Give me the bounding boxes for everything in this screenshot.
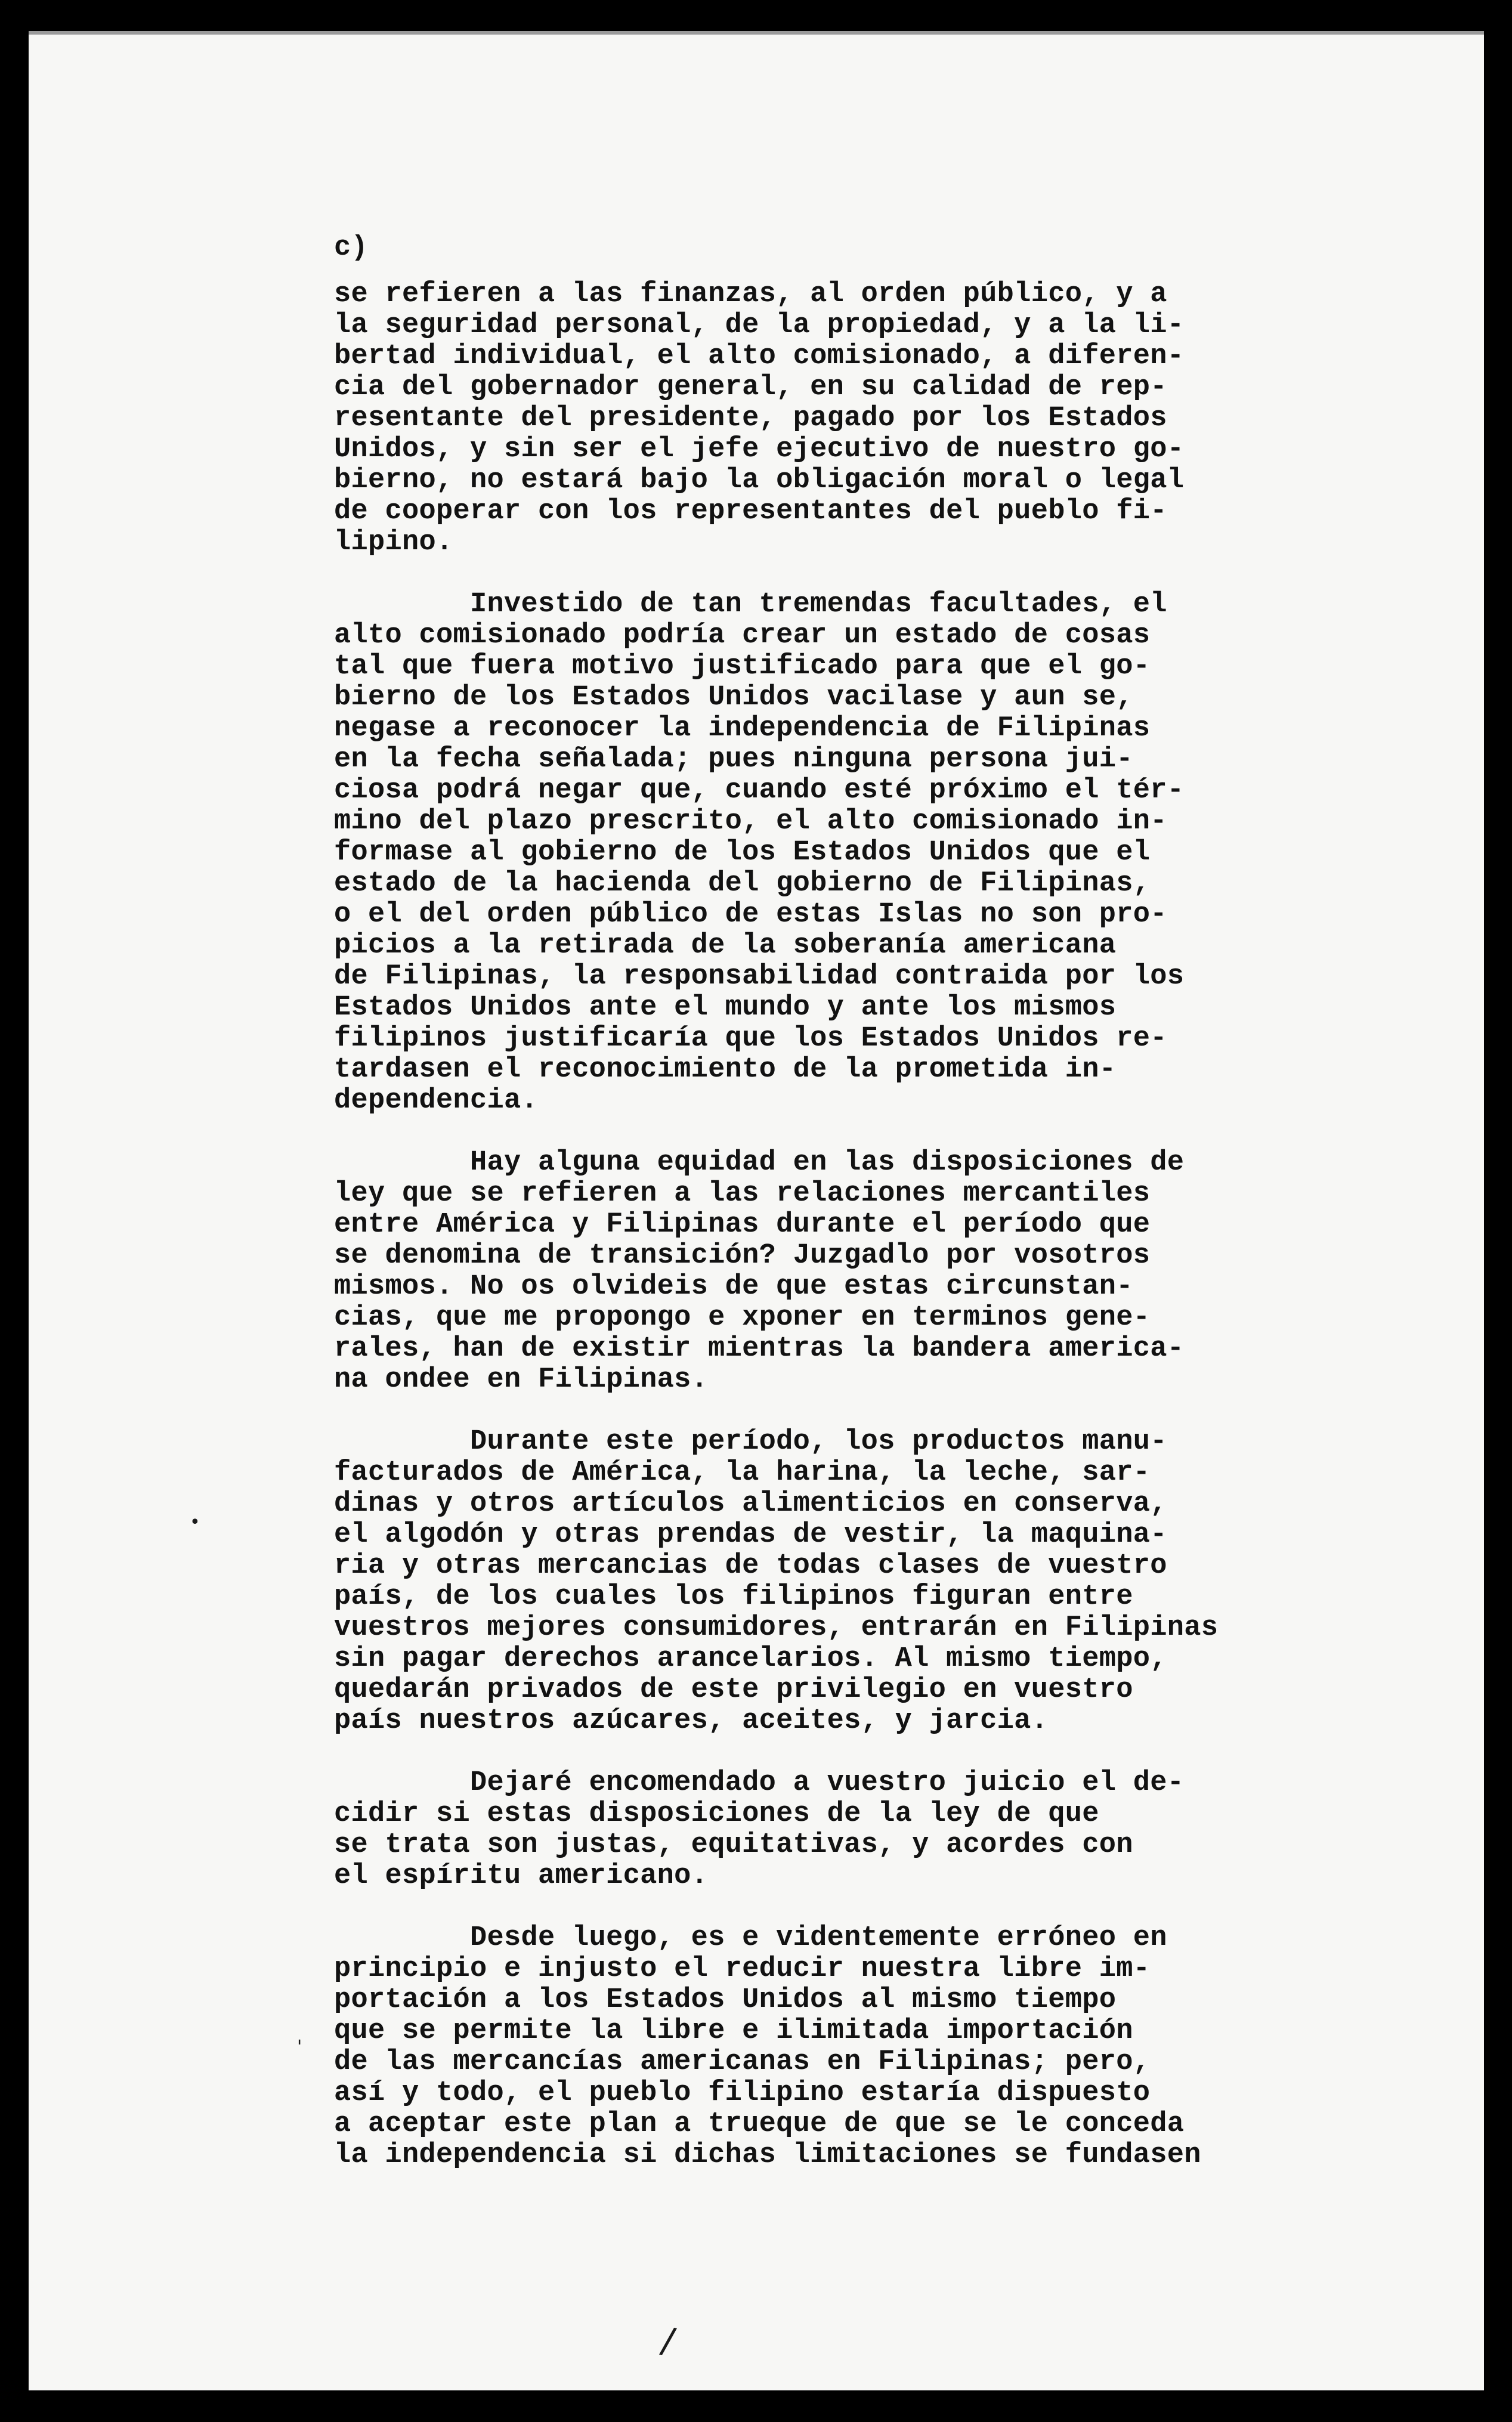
text-line: ley que se refieren a las relaciones mercantiles [334, 1178, 1151, 1210]
text-line: tal que fuera motivo justificado para que el go- [334, 651, 1151, 682]
text-line: ria y otras mercancias de todas clases de vuestro [334, 1550, 1167, 1582]
text-line: en la fecha señalada; pues ninguna persona jui- [334, 744, 1133, 775]
text-line: de Filipinas, la responsabilidad contraida por los [334, 961, 1185, 992]
text-line: entre América y Filipinas durante el período que [334, 1209, 1151, 1241]
text-line: de las mercancías americanas en Filipinas; pero, [334, 2046, 1151, 2078]
text-line: mismos. No os olvideis de que estas circunstan- [334, 1271, 1133, 1303]
text-line: vuestros mejores consumidores, entrarán en Filipinas [334, 1612, 1219, 1644]
paragraph [334, 279, 1288, 558]
text-line: se refieren a las finanzas, al orden público, y a [334, 279, 1167, 310]
text-line: formase al gobierno de los Estados Unidos que el [334, 837, 1151, 868]
text-line: a aceptar este plan a trueque de que se le conceda [334, 2108, 1185, 2140]
text-line: filipinos justificaría que los Estados Unidos re- [334, 1023, 1167, 1054]
typewritten-text [334, 233, 1288, 2202]
text-line: Investido de tan tremendas facultades, el [334, 589, 1167, 620]
paragraph [334, 1427, 1288, 1737]
text-line: alto comisionado podría crear un estado de cosas [334, 620, 1151, 651]
text-line: dinas y otros artículos alimenticios en conserva, [334, 1488, 1167, 1520]
paragraphs [334, 279, 1288, 2171]
pen-stroke-mark: / [657, 2319, 679, 2363]
text-line: quedarán privados de este privilegio en vuestro [334, 1674, 1133, 1706]
text-line: mino del plazo prescrito, el alto comisionado in- [334, 806, 1167, 837]
text-line: cias, que me propongo e xponer en terminos gene- [334, 1302, 1151, 1334]
text-line: o el del orden público de estas Islas no son pro- [334, 899, 1167, 930]
page-label: c) [334, 232, 369, 264]
stray-mark: ' [297, 2037, 302, 2058]
text-line: Durante este período, los productos manu- [334, 1426, 1167, 1458]
text-line: negase a reconocer la independencia de Filipinas [334, 713, 1151, 744]
text-line: lipino. [334, 527, 453, 558]
text-line: se denomina de transición? Juzgadlo por vosotros [334, 1240, 1151, 1272]
text-line: bierno, no estará bajo la obligación moral o legal [334, 465, 1185, 496]
text-line: así y todo, el pueblo filipino estaría dispuesto [334, 2077, 1151, 2109]
text-line: sin pagar derechos arancelarios. Al mismo tiempo, [334, 1643, 1167, 1675]
text-line: el algodón y otras prendas de vestir, la maquina- [334, 1519, 1167, 1551]
paragraph [334, 1768, 1288, 1892]
paragraph [334, 1147, 1288, 1396]
text-line: la seguridad personal, de la propiedad, y a la li- [334, 310, 1185, 341]
text-line: na ondee en Filipinas. [334, 1364, 709, 1396]
text-line: cidir si estas disposiciones de la ley de que [334, 1798, 1099, 1830]
text-line: facturados de América, la harina, la leche, sar- [334, 1457, 1151, 1489]
text-line: de cooperar con los representantes del pueblo fi- [334, 496, 1167, 527]
text-line: Estados Unidos ante el mundo y ante los mismos [334, 992, 1117, 1023]
text-line: se trata son justas, equitativas, y acordes con [334, 1829, 1133, 1861]
text-line: país nuestros azúcares, aceites, y jarcia. [334, 1705, 1049, 1737]
text-line: Unidos, y sin ser el jefe ejecutivo de nuestro go- [334, 434, 1185, 465]
text-line: la independencia si dichas limitaciones se fundasen [334, 2139, 1201, 2171]
text-line: cia del gobernador general, en su calidad de rep- [334, 372, 1167, 403]
text-line: Dejaré encomendado a vuestro juicio el de- [334, 1767, 1185, 1799]
text-line: principio e injusto el reducir nuestra libre im- [334, 1953, 1151, 1985]
text-line: que se permite la libre e ilimitada importación [334, 2015, 1133, 2047]
text-line: rales, han de existir mientras la bandera america- [334, 1333, 1185, 1365]
text-line: Hay alguna equidad en las disposiciones de [334, 1147, 1185, 1178]
paragraph [334, 589, 1288, 1116]
text-line: bertad individual, el alto comisionado, a diferen- [334, 341, 1185, 372]
paragraph [334, 1923, 1288, 2171]
text-line: bierno de los Estados Unidos vacilase y aun se, [334, 682, 1133, 713]
stray-mark: • [190, 1512, 200, 1533]
text-line: Desde luego, es e videntemente erróneo en [334, 1922, 1167, 1954]
text-line: país, de los cuales los filipinos figuran entre [334, 1581, 1133, 1613]
text-line: tardasen el reconocimiento de la prometida in- [334, 1054, 1117, 1085]
text-line: el espíritu americano. [334, 1860, 709, 1892]
text-line: portación a los Estados Unidos al mismo tiempo [334, 1984, 1117, 2016]
text-line: dependencia. [334, 1085, 539, 1116]
text-line: picios a la retirada de la soberanía americana [334, 930, 1117, 961]
text-line: estado de la hacienda del gobierno de Filipinas, [334, 868, 1151, 899]
text-line: resentante del presidente, pagado por los Estados [334, 403, 1167, 434]
text-line: ciosa podrá negar que, cuando esté próximo el tér- [334, 775, 1185, 806]
